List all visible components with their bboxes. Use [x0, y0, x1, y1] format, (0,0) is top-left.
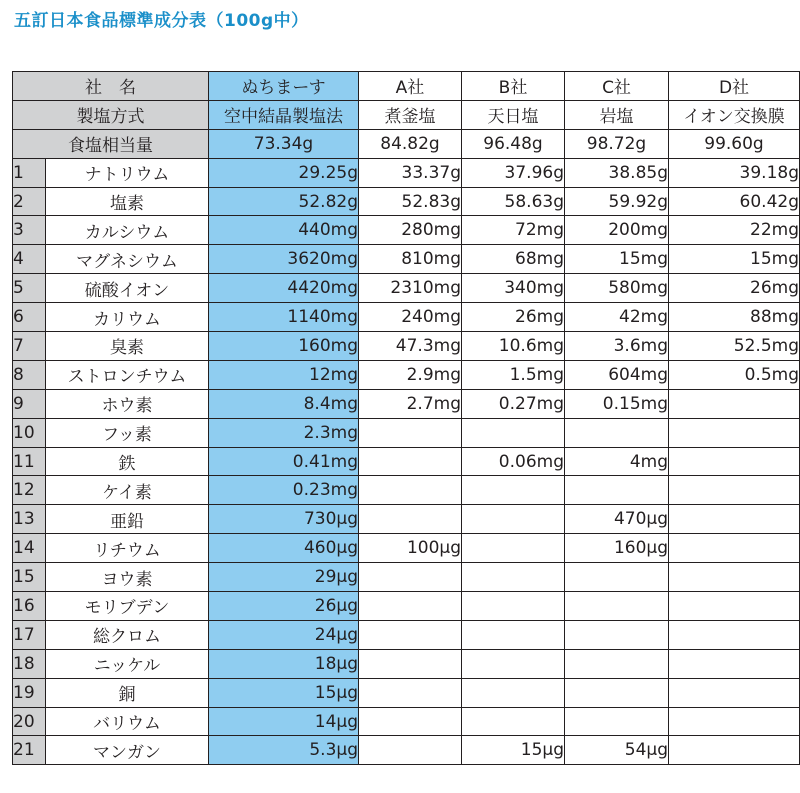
method-d: イオン交換膜 [669, 100, 800, 129]
nutrition-table [12, 71, 800, 765]
value-b [462, 707, 565, 736]
value-a: 100μg [359, 534, 462, 563]
value-d [669, 505, 800, 534]
value-d [669, 707, 800, 736]
element-name: ニッケル [46, 649, 209, 678]
value-d [669, 736, 800, 765]
table-row [13, 620, 800, 649]
row-number: 13 [13, 505, 46, 534]
method-nuchimasu: 空中結晶製塩法 [209, 100, 359, 129]
value-a [359, 505, 462, 534]
value-a: 810mg [359, 245, 462, 274]
value-b: 15μg [462, 736, 565, 765]
value-b: 37.96g [462, 158, 565, 187]
method-header-label: 製塩方式 [13, 100, 209, 129]
value-d [669, 418, 800, 447]
value-c: 160μg [565, 534, 669, 563]
row-number: 18 [13, 649, 46, 678]
value-a [359, 447, 462, 476]
value-nuchimasu: 14μg [209, 707, 359, 736]
table-row [13, 649, 800, 678]
value-b: 0.27mg [462, 389, 565, 418]
value-b [462, 592, 565, 621]
value-a [359, 418, 462, 447]
table-body [13, 72, 800, 765]
value-c: 580mg [565, 274, 669, 303]
value-b: 72mg [462, 216, 565, 245]
table-row [13, 303, 800, 332]
row-number: 9 [13, 389, 46, 418]
table-row [13, 332, 800, 361]
value-d: 22mg [669, 216, 800, 245]
element-name: 鉄 [46, 447, 209, 476]
value-a [359, 476, 462, 505]
value-a: 52.83g [359, 187, 462, 216]
value-a [359, 707, 462, 736]
header-row-company [13, 72, 800, 101]
value-b: 0.06mg [462, 447, 565, 476]
value-nuchimasu: 0.41mg [209, 447, 359, 476]
element-name: リチウム [46, 534, 209, 563]
table-row [13, 216, 800, 245]
element-name: バリウム [46, 707, 209, 736]
company-c: C社 [565, 72, 669, 101]
value-c: 59.92g [565, 187, 669, 216]
value-nuchimasu: 0.23mg [209, 476, 359, 505]
value-b [462, 476, 565, 505]
value-d [669, 678, 800, 707]
value-c [565, 649, 669, 678]
element-name: 塩素 [46, 187, 209, 216]
row-number: 21 [13, 736, 46, 765]
row-number: 11 [13, 447, 46, 476]
header-row-salt [13, 129, 800, 158]
value-nuchimasu: 5.3μg [209, 736, 359, 765]
table-row [13, 245, 800, 274]
value-a [359, 649, 462, 678]
value-a [359, 592, 462, 621]
element-name: 銅 [46, 678, 209, 707]
element-name: マンガン [46, 736, 209, 765]
value-c [565, 707, 669, 736]
value-d [669, 592, 800, 621]
table-row [13, 418, 800, 447]
company-header-label: 社 名 [13, 72, 209, 101]
row-number: 14 [13, 534, 46, 563]
value-c: 604mg [565, 360, 669, 389]
row-number: 19 [13, 678, 46, 707]
company-a: A社 [359, 72, 462, 101]
value-nuchimasu: 26μg [209, 592, 359, 621]
method-a: 煮釜塩 [359, 100, 462, 129]
value-d [669, 620, 800, 649]
table-row [13, 563, 800, 592]
row-number: 6 [13, 303, 46, 332]
row-number: 2 [13, 187, 46, 216]
table-row [13, 505, 800, 534]
value-nuchimasu: 15μg [209, 678, 359, 707]
value-a [359, 620, 462, 649]
value-a: 2.7mg [359, 389, 462, 418]
value-a [359, 563, 462, 592]
value-c [565, 620, 669, 649]
value-d [669, 447, 800, 476]
method-c: 岩塩 [565, 100, 669, 129]
row-number: 4 [13, 245, 46, 274]
value-b: 1.5mg [462, 360, 565, 389]
value-d: 39.18g [669, 158, 800, 187]
value-nuchimasu: 29μg [209, 563, 359, 592]
value-nuchimasu: 160mg [209, 332, 359, 361]
salt-a: 84.82g [359, 129, 462, 158]
value-a: 280mg [359, 216, 462, 245]
value-d [669, 534, 800, 563]
table-row [13, 476, 800, 505]
value-a: 2.9mg [359, 360, 462, 389]
salt-nuchimasu: 73.34g [209, 129, 359, 158]
value-nuchimasu: 3620mg [209, 245, 359, 274]
row-number: 12 [13, 476, 46, 505]
table-row [13, 187, 800, 216]
row-number: 10 [13, 418, 46, 447]
row-number: 20 [13, 707, 46, 736]
value-nuchimasu: 24μg [209, 620, 359, 649]
element-name: マグネシウム [46, 245, 209, 274]
element-name: ケイ素 [46, 476, 209, 505]
value-nuchimasu: 52.82g [209, 187, 359, 216]
salt-d: 99.60g [669, 129, 800, 158]
value-b [462, 418, 565, 447]
value-a [359, 736, 462, 765]
value-a: 2310mg [359, 274, 462, 303]
value-d [669, 476, 800, 505]
value-c: 38.85g [565, 158, 669, 187]
value-c [565, 563, 669, 592]
value-nuchimasu: 8.4mg [209, 389, 359, 418]
value-a: 240mg [359, 303, 462, 332]
value-a [359, 678, 462, 707]
value-b [462, 649, 565, 678]
table-row [13, 389, 800, 418]
row-number: 16 [13, 592, 46, 621]
value-d: 88mg [669, 303, 800, 332]
value-c: 0.15mg [565, 389, 669, 418]
value-nuchimasu: 440mg [209, 216, 359, 245]
value-nuchimasu: 730μg [209, 505, 359, 534]
value-d: 26mg [669, 274, 800, 303]
header-row-method [13, 100, 800, 129]
value-nuchimasu: 2.3mg [209, 418, 359, 447]
value-nuchimasu: 12mg [209, 360, 359, 389]
value-b [462, 534, 565, 563]
value-b: 68mg [462, 245, 565, 274]
value-nuchimasu: 29.25g [209, 158, 359, 187]
element-name: ヨウ素 [46, 563, 209, 592]
table-row [13, 736, 800, 765]
table-row [13, 534, 800, 563]
value-c: 54μg [565, 736, 669, 765]
value-c: 3.6mg [565, 332, 669, 361]
table-row [13, 360, 800, 389]
value-nuchimasu: 460μg [209, 534, 359, 563]
element-name: 硫酸イオン [46, 274, 209, 303]
value-c: 200mg [565, 216, 669, 245]
value-c: 4mg [565, 447, 669, 476]
row-number: 1 [13, 158, 46, 187]
value-d [669, 389, 800, 418]
table-row [13, 707, 800, 736]
value-b [462, 505, 565, 534]
table-row [13, 158, 800, 187]
element-name: モリブデン [46, 592, 209, 621]
table-row [13, 678, 800, 707]
value-d: 0.5mg [669, 360, 800, 389]
element-name: ホウ素 [46, 389, 209, 418]
value-nuchimasu: 18μg [209, 649, 359, 678]
value-b [462, 563, 565, 592]
value-a: 33.37g [359, 158, 462, 187]
row-number: 3 [13, 216, 46, 245]
salt-c: 98.72g [565, 129, 669, 158]
method-b: 天日塩 [462, 100, 565, 129]
value-b: 10.6mg [462, 332, 565, 361]
table-row [13, 447, 800, 476]
company-nuchimasu: ぬちまーす [209, 72, 359, 101]
row-number: 17 [13, 620, 46, 649]
salt-header-label: 食塩相当量 [13, 129, 209, 158]
element-name: ストロンチウム [46, 360, 209, 389]
value-b [462, 678, 565, 707]
element-name: ナトリウム [46, 158, 209, 187]
value-d [669, 649, 800, 678]
row-number: 15 [13, 563, 46, 592]
page-title: 五訂日本食品標準成分表（100g中） [14, 11, 309, 31]
value-b: 340mg [462, 274, 565, 303]
value-c: 15mg [565, 245, 669, 274]
element-name: 総クロム [46, 620, 209, 649]
value-b: 26mg [462, 303, 565, 332]
row-number: 7 [13, 332, 46, 361]
value-c [565, 418, 669, 447]
value-nuchimasu: 4420mg [209, 274, 359, 303]
value-d [669, 563, 800, 592]
value-b: 58.63g [462, 187, 565, 216]
value-c [565, 592, 669, 621]
value-c [565, 678, 669, 707]
value-b [462, 620, 565, 649]
table-row [13, 274, 800, 303]
row-number: 8 [13, 360, 46, 389]
element-name: カルシウム [46, 216, 209, 245]
element-name: 亜鉛 [46, 505, 209, 534]
value-c [565, 476, 669, 505]
value-nuchimasu: 1140mg [209, 303, 359, 332]
element-name: フッ素 [46, 418, 209, 447]
element-name: 臭素 [46, 332, 209, 361]
value-c: 470μg [565, 505, 669, 534]
row-number: 5 [13, 274, 46, 303]
element-name: カリウム [46, 303, 209, 332]
table-row [13, 592, 800, 621]
company-d: D社 [669, 72, 800, 101]
value-c: 42mg [565, 303, 669, 332]
company-b: B社 [462, 72, 565, 101]
value-a: 47.3mg [359, 332, 462, 361]
salt-b: 96.48g [462, 129, 565, 158]
value-d: 60.42g [669, 187, 800, 216]
value-d: 15mg [669, 245, 800, 274]
value-d: 52.5mg [669, 332, 800, 361]
